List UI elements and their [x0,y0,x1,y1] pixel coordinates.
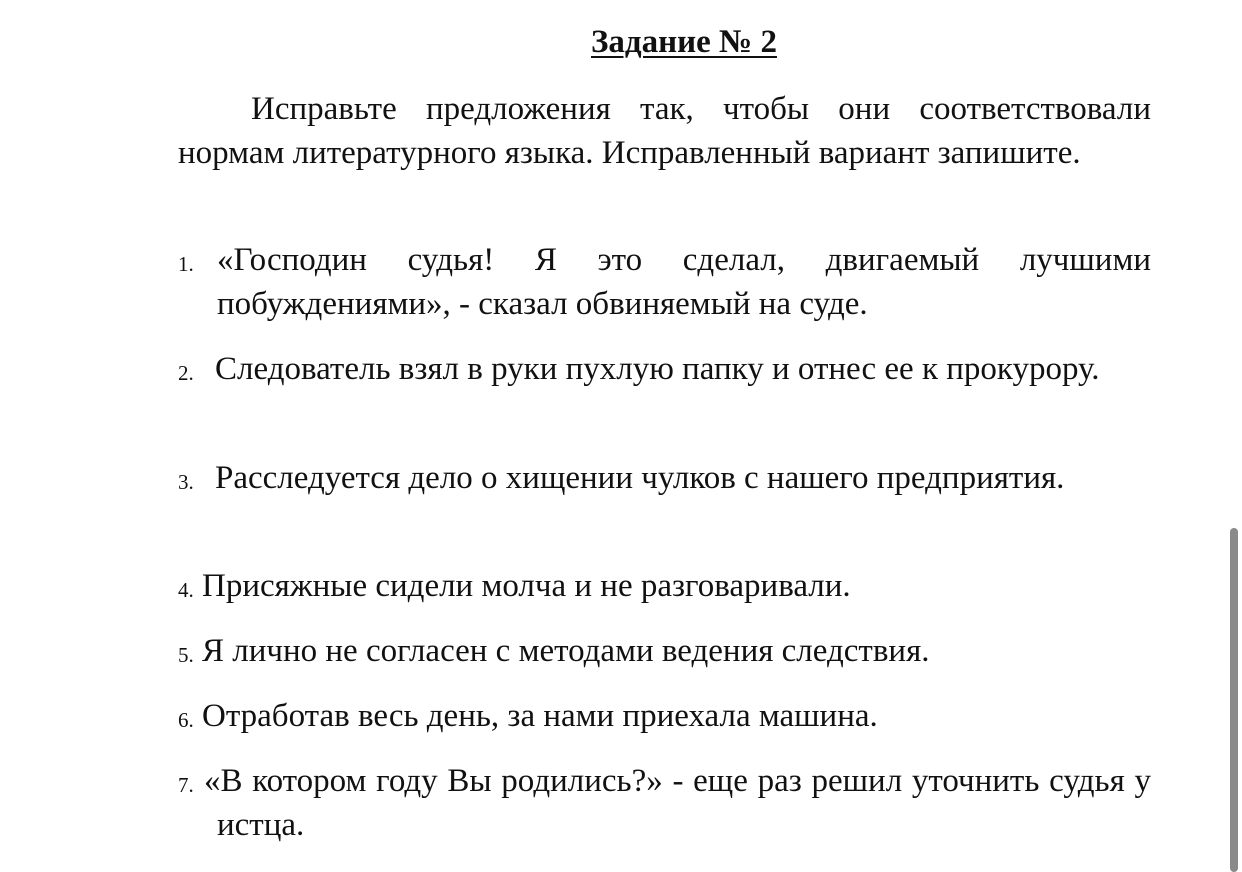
task-item-4 [178,564,1151,608]
task-number: 4. [178,578,194,602]
task-item-2 [178,347,1151,391]
task-number: 3. [178,470,194,494]
task-text: Я лично не согласен с методами ведения следствия. [202,633,930,669]
task-title: Задание № 2 [591,24,777,60]
task-item-7 [178,759,1151,847]
task-text: Следователь взял в руки пухлую папку и отнес ее к прокурору. [215,351,1100,387]
task-text: Присяжные сидели молча и не разговаривали. [202,568,851,604]
vertical-scrollbar[interactable] [1230,528,1238,872]
task-item-3 [178,456,1151,500]
task-text: «Господин судья! Я это сделал, двигаемый лучшими побуждениями», - сказал обвиняемый на суде. [217,242,1151,322]
task-number: 2. [178,361,194,385]
task-item-5 [178,629,1151,673]
task-number: 5. [178,643,194,667]
task-text: Расследуется дело о хищении чулков с нашего предприятия. [215,460,1065,496]
task-item-1 [178,238,1151,326]
task-text: Отработав весь день, за нами приехала машина. [202,698,878,734]
task-text: «В котором году Вы родились?» - еще раз решил уточнить судья у истца. [204,763,1151,843]
task-number: 7. [178,773,194,797]
task-item-6 [178,694,1151,738]
task-number: 1. [178,252,194,276]
task-instructions: Исправьте предложения так, чтобы они соответствовали нормам литературного языка. Исправленный вариант запишите. [178,91,1151,171]
task-number: 6. [178,708,194,732]
document-page [178,0,1151,872]
